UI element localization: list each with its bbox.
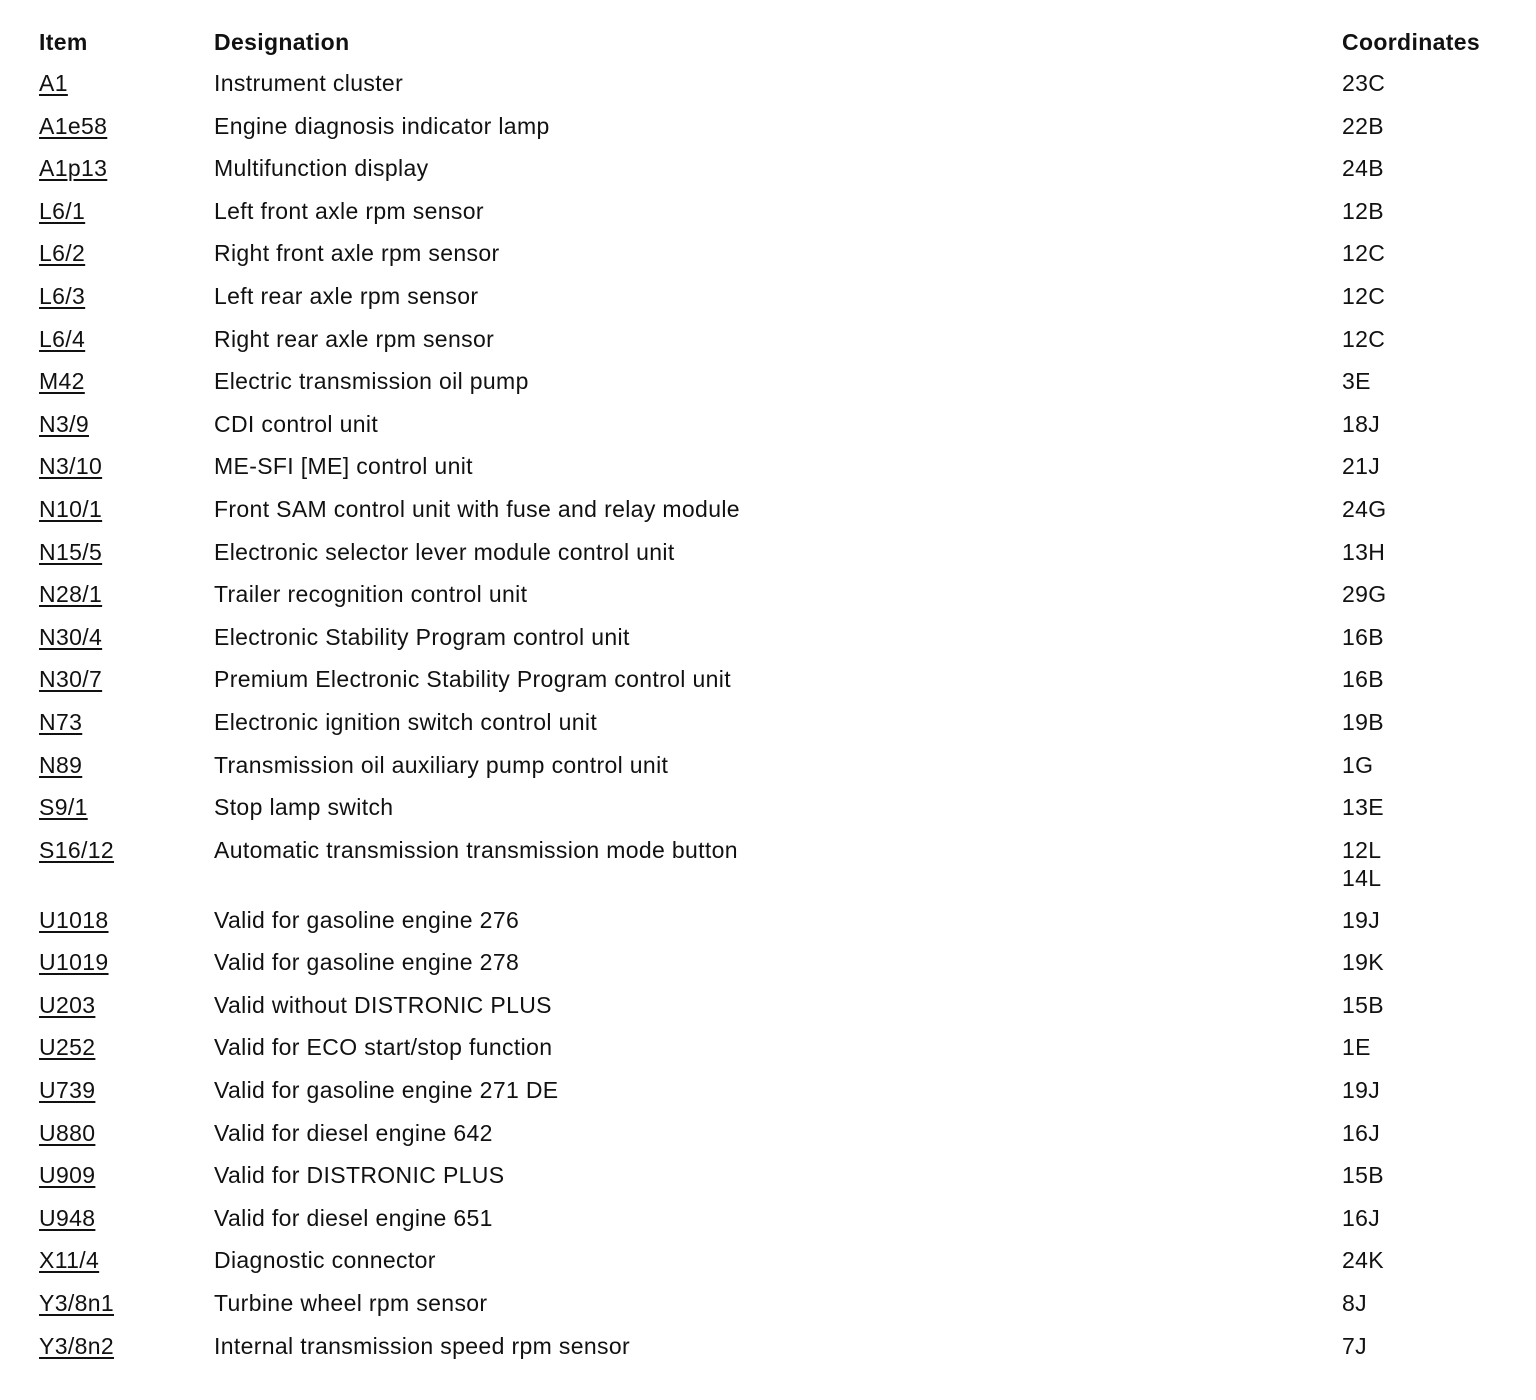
item-cell [32, 616, 207, 659]
item-link[interactable]: U203 [39, 991, 96, 1018]
designation-cell: Left front axle rpm sensor [214, 197, 484, 224]
coordinates-cell [1335, 941, 1512, 984]
coordinate-value: 22B [1342, 112, 1384, 139]
designation-cell: CDI control unit [214, 410, 379, 437]
item-link[interactable]: L6/3 [39, 282, 86, 309]
table-row [32, 658, 1512, 701]
designation-cell: Front SAM control unit with fuse and relay module [214, 495, 740, 522]
item-link[interactable]: N30/7 [39, 666, 103, 693]
designation-cell: Valid without DISTRONIC PLUS [214, 991, 552, 1018]
table-body [32, 62, 1512, 1367]
coordinates-cell [1335, 62, 1512, 105]
item-link[interactable]: X11/4 [39, 1247, 100, 1274]
item-cell [32, 1239, 207, 1282]
coordinates-cell [1335, 616, 1512, 659]
table-row [32, 488, 1512, 531]
table-row [32, 829, 1512, 899]
table-row [32, 1282, 1512, 1325]
coordinates-cell [1335, 1197, 1512, 1240]
coordinate-value: 7J [1342, 1332, 1367, 1359]
item-link[interactable]: A1 [39, 70, 68, 96]
coordinate-value: 16B [1342, 623, 1384, 650]
item-cell [32, 744, 207, 787]
coordinates-cell [1335, 786, 1512, 829]
item-link[interactable]: A1p13 [39, 155, 108, 182]
item-link[interactable]: N10/1 [39, 495, 103, 522]
table-row [32, 899, 1512, 942]
coordinates-cell [1335, 658, 1512, 701]
item-cell [32, 445, 207, 488]
item-cell [32, 899, 207, 942]
column-header-coordinates: Coordinates [1342, 29, 1481, 55]
designation-cell: Stop lamp switch [214, 794, 394, 821]
item-cell [32, 1154, 207, 1197]
coordinate-value: 19J [1342, 906, 1381, 933]
table-row [32, 318, 1512, 361]
coordinates-cell [1335, 701, 1512, 744]
item-cell [32, 147, 207, 190]
coordinates-cell [1335, 829, 1512, 899]
table-row [32, 403, 1512, 446]
coordinate-value: 12B [1342, 197, 1384, 224]
item-cell [32, 190, 207, 233]
coordinate-value: 12C [1342, 240, 1386, 267]
designation-cell: Electronic Stability Program control unit [214, 623, 630, 650]
table-row [32, 1112, 1512, 1155]
item-cell [32, 232, 207, 275]
coordinate-value: 19J [1342, 1077, 1381, 1104]
designation-cell: Valid for gasoline engine 271 DE [214, 1077, 559, 1104]
column-header-item: Item [39, 29, 88, 55]
designation-cell: Premium Electronic Stability Program control unit [214, 666, 731, 693]
item-cell [32, 1282, 207, 1325]
table-row [32, 360, 1512, 403]
item-cell [32, 1325, 207, 1368]
item-cell [32, 984, 207, 1027]
table-row [32, 445, 1512, 488]
item-link[interactable]: N89 [39, 751, 83, 778]
item-link[interactable]: N3/10 [39, 453, 103, 480]
designation-cell: Valid for gasoline engine 276 [214, 906, 520, 933]
item-cell [32, 941, 207, 984]
designation-cell: Valid for DISTRONIC PLUS [214, 1162, 505, 1189]
coordinates-cell [1335, 1239, 1512, 1282]
coordinate-value: 19K [1342, 949, 1384, 976]
coordinates-cell [1335, 147, 1512, 190]
coordinate-value: 15B [1342, 1162, 1384, 1189]
table-row [32, 1154, 1512, 1197]
designation-cell: Trailer recognition control unit [214, 581, 528, 608]
item-cell [32, 1069, 207, 1112]
coordinate-value: 3E [1342, 368, 1371, 395]
coordinate-value: 16B [1342, 666, 1384, 693]
coordinates-cell [1335, 1154, 1512, 1197]
table-row [32, 232, 1512, 275]
coordinate-value: 21J [1342, 453, 1381, 480]
item-link[interactable]: N30/4 [39, 623, 103, 650]
coordinates-cell [1335, 899, 1512, 942]
item-link[interactable]: A1e58 [39, 112, 108, 139]
designation-cell: Internal transmission speed rpm sensor [214, 1332, 630, 1359]
coordinate-value: 18J [1342, 410, 1381, 437]
coordinates-cell [1335, 360, 1512, 403]
designation-cell: Valid for ECO start/stop function [214, 1034, 553, 1061]
item-cell [32, 488, 207, 531]
table-row [32, 744, 1512, 787]
item-cell [32, 573, 207, 616]
coordinates-cell [1335, 190, 1512, 233]
item-link[interactable]: S16/12 [39, 836, 114, 863]
designation-cell: Instrument cluster [214, 70, 404, 96]
table-row [32, 616, 1512, 659]
item-cell [32, 62, 207, 105]
item-link[interactable]: M42 [39, 368, 85, 395]
item-link[interactable]: U739 [39, 1077, 96, 1104]
item-link[interactable]: U909 [39, 1162, 96, 1189]
item-cell [32, 275, 207, 318]
coordinate-value: 13E [1342, 794, 1384, 821]
item-link[interactable]: U252 [39, 1034, 96, 1061]
coordinate-value: 24K [1342, 1247, 1384, 1274]
item-cell [32, 1197, 207, 1240]
table-header [32, 20, 1512, 62]
coordinate-value: 12L [1342, 836, 1382, 863]
coordinate-value: 14L [1342, 864, 1382, 891]
item-link[interactable]: L6/1 [39, 197, 86, 224]
coordinates-cell [1335, 1069, 1512, 1112]
table-row [32, 786, 1512, 829]
coordinate-value: 1E [1342, 1034, 1371, 1061]
designation-cell: Engine diagnosis indicator lamp [214, 112, 550, 139]
coordinates-cell [1335, 1282, 1512, 1325]
coordinates-cell [1335, 275, 1512, 318]
designation-cell: Right front axle rpm sensor [214, 240, 500, 267]
coordinates-cell [1335, 445, 1512, 488]
table-row [32, 275, 1512, 318]
designation-cell: Right rear axle rpm sensor [214, 325, 495, 352]
coordinate-value: 1G [1342, 751, 1374, 778]
coordinates-cell [1335, 488, 1512, 531]
item-cell [32, 1026, 207, 1069]
item-link[interactable]: N3/9 [39, 410, 89, 437]
table-row [32, 62, 1512, 105]
designation-cell: Electronic ignition switch control unit [214, 708, 598, 735]
coordinates-cell [1335, 1325, 1512, 1368]
designation-cell: Transmission oil auxiliary pump control unit [214, 751, 669, 778]
coordinates-cell [1335, 318, 1512, 361]
table-row [32, 190, 1512, 233]
coordinates-cell [1335, 1112, 1512, 1155]
column-header-designation: Designation [214, 29, 350, 55]
designation-cell: ME-SFI [ME] control unit [214, 453, 473, 480]
coordinates-cell [1335, 1026, 1512, 1069]
coordinate-value: 29G [1342, 581, 1387, 608]
item-link[interactable]: U880 [39, 1119, 96, 1146]
coordinate-value: 19B [1342, 708, 1384, 735]
table-row [32, 105, 1512, 148]
designation-cell: Diagnostic connector [214, 1247, 436, 1274]
coordinates-cell [1335, 984, 1512, 1027]
item-link[interactable]: Y3/8n1 [39, 1290, 114, 1317]
designation-cell: Valid for gasoline engine 278 [214, 949, 520, 976]
table-row [32, 1197, 1512, 1240]
table-row [32, 573, 1512, 616]
item-link[interactable]: Y3/8n2 [39, 1332, 114, 1359]
item-link[interactable]: S9/1 [39, 794, 88, 821]
table-row [32, 984, 1512, 1027]
item-link[interactable]: N73 [39, 708, 83, 735]
coordinate-value: 8J [1342, 1290, 1367, 1317]
table-row [32, 1239, 1512, 1282]
item-cell [32, 531, 207, 574]
coordinates-cell [1335, 232, 1512, 275]
designation-cell: Left rear axle rpm sensor [214, 282, 479, 309]
coordinates-cell [1335, 744, 1512, 787]
item-link[interactable]: L6/4 [39, 325, 86, 352]
designation-cell: Electronic selector lever module control unit [214, 538, 675, 565]
item-link[interactable]: N15/5 [39, 538, 103, 565]
coordinate-value: 15B [1342, 991, 1384, 1018]
coordinate-value: 16J [1342, 1204, 1381, 1231]
table-row [32, 531, 1512, 574]
coordinate-value: 24G [1342, 495, 1387, 522]
designation-cell: Automatic transmission transmission mode button [214, 836, 738, 863]
item-link[interactable]: U1018 [39, 906, 109, 933]
table-row [32, 1026, 1512, 1069]
header-row [32, 20, 1512, 62]
item-cell [32, 786, 207, 829]
item-link[interactable]: L6/2 [39, 240, 86, 267]
item-cell [32, 105, 207, 148]
coordinate-value: 12C [1342, 282, 1386, 309]
item-cell [32, 1112, 207, 1155]
coordinates-cell [1335, 403, 1512, 446]
item-link[interactable]: U1019 [39, 949, 109, 976]
coordinates-cell [1335, 531, 1512, 574]
table-row [32, 941, 1512, 984]
coordinate-value: 23C [1342, 70, 1386, 96]
coordinates-cell [1335, 105, 1512, 148]
item-cell [32, 318, 207, 361]
coordinates-cell [1335, 573, 1512, 616]
designation-cell: Turbine wheel rpm sensor [214, 1290, 488, 1317]
designation-cell: Multifunction display [214, 155, 429, 182]
coordinate-value: 12C [1342, 325, 1386, 352]
table-row [32, 1069, 1512, 1112]
item-cell [32, 360, 207, 403]
table-row [32, 701, 1512, 744]
designation-cell: Valid for diesel engine 642 [214, 1119, 493, 1146]
table-row [32, 147, 1512, 190]
coordinate-value: 13H [1342, 538, 1386, 565]
component-legend-table [32, 20, 1512, 1367]
item-cell [32, 658, 207, 701]
item-link[interactable]: N28/1 [39, 581, 103, 608]
item-cell [32, 829, 207, 899]
table-row [32, 1325, 1512, 1368]
designation-cell: Valid for diesel engine 651 [214, 1204, 493, 1231]
item-link[interactable]: U948 [39, 1204, 96, 1231]
item-cell [32, 403, 207, 446]
coordinate-value: 16J [1342, 1119, 1381, 1146]
coordinate-value: 24B [1342, 155, 1384, 182]
item-cell [32, 701, 207, 744]
designation-cell: Electric transmission oil pump [214, 368, 529, 395]
